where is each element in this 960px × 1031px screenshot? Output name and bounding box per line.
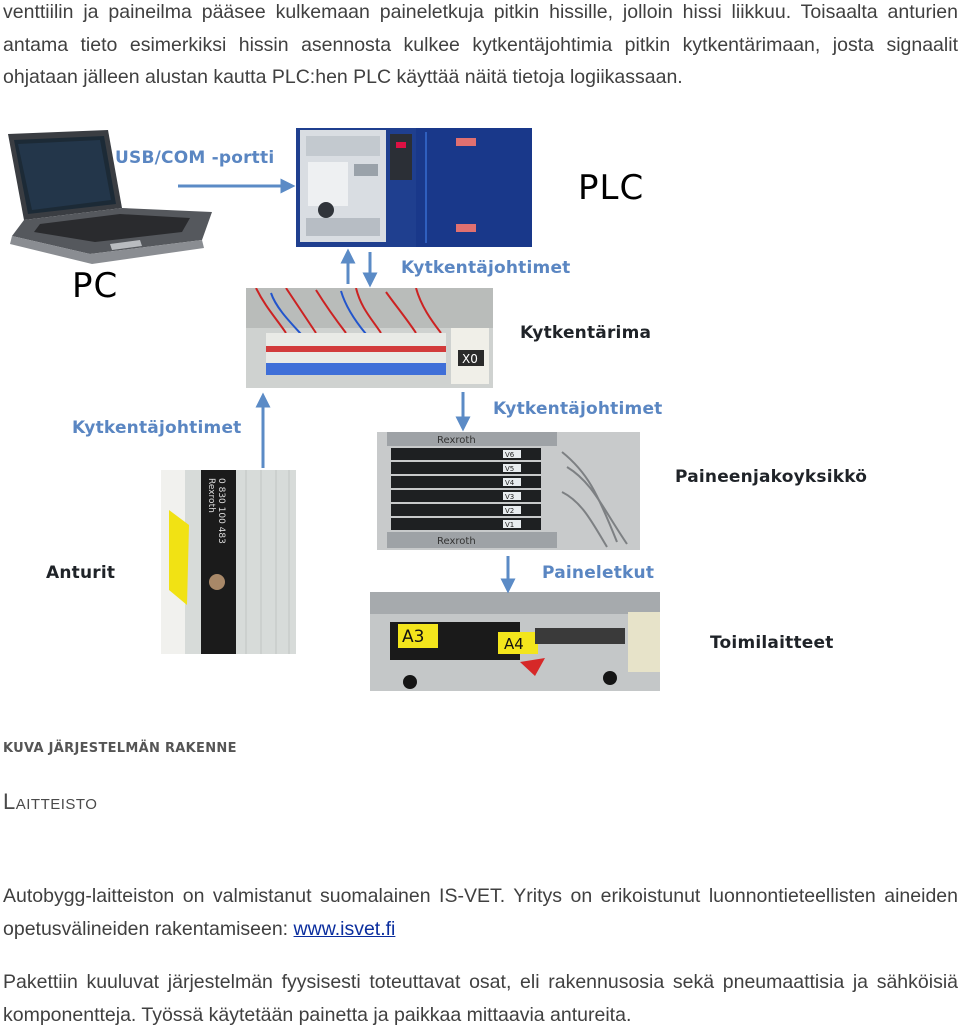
- intro-paragraph: venttiilin ja paineilma pääsee kulkemaan paineletkuja pitkin hissille, jolloin hissi liikkuu. Toisaalta anturien antama tieto esimerkiksi hissin asennosta kulkee kytkentäjohtimia pitkin kytkentärimaan, josta signaalit ohjataan jälleen alustan kautta PLC:hen PLC käyttää näitä tietoja logiikassaan.: [3, 1, 958, 88]
- valve-tag: V4: [505, 479, 515, 487]
- label-usb-port: USB/COM -portti: [115, 148, 275, 168]
- valve-brand-bottom: Rexroth: [437, 536, 476, 547]
- figure-caption: KUVA JÄRJESTELMÄN RAKENNE: [3, 741, 237, 756]
- valve-brand-top: Rexroth: [437, 435, 476, 446]
- isvet-link[interactable]: www.isvet.fi: [293, 917, 396, 940]
- label-pc: PC: [72, 266, 119, 306]
- label-wires-right: Kytkentäjohtimet: [493, 399, 663, 419]
- tag-a3: A3: [402, 627, 425, 647]
- paragraph-components: Pakettiin kuuluvat järjestelmän fyysisesti toteuttavat osat, eli rakennusosia sekä pneumaattisia ja sähköisiä komponentteja. Työssä käytetään painetta ja paikkaa mittaavia antureita.: [3, 971, 958, 1026]
- paragraph-manufacturer: [3, 880, 958, 945]
- sensor-code: 0 830 100 483: [216, 478, 226, 544]
- label-actuators: Toimilaitteet: [710, 633, 834, 653]
- label-wires-top: Kytkentäjohtimet: [401, 258, 571, 278]
- sensor-brand: Rexroth: [206, 478, 216, 513]
- section-heading: Laitteisto: [3, 789, 98, 814]
- label-plc: PLC: [578, 168, 645, 208]
- valve-tag: V6: [505, 451, 515, 459]
- label-terminal-strip: Kytkentärima: [520, 323, 652, 343]
- valve-tag: V3: [505, 493, 515, 501]
- label-wires-left: Kytkentäjohtimet: [72, 418, 242, 438]
- paragraph-manufacturer-text: Autobygg-laitteiston on valmistanut suomalainen IS-VET. Yritys on erikoistunut luonnontieteellisten aineiden opetusvälineiden rakentamiseen:: [3, 885, 958, 940]
- label-sensors: Anturit: [46, 563, 116, 583]
- valve-tag: V1: [505, 521, 515, 529]
- label-valve-unit: Paineenjakoyksikkö: [675, 467, 868, 487]
- valve-tag: V5: [505, 465, 515, 473]
- tag-a4: A4: [504, 635, 524, 653]
- valve-tag: V2: [505, 507, 515, 515]
- label-hoses: Paineletkut: [542, 563, 655, 583]
- terminal-tag: X0: [462, 352, 478, 366]
